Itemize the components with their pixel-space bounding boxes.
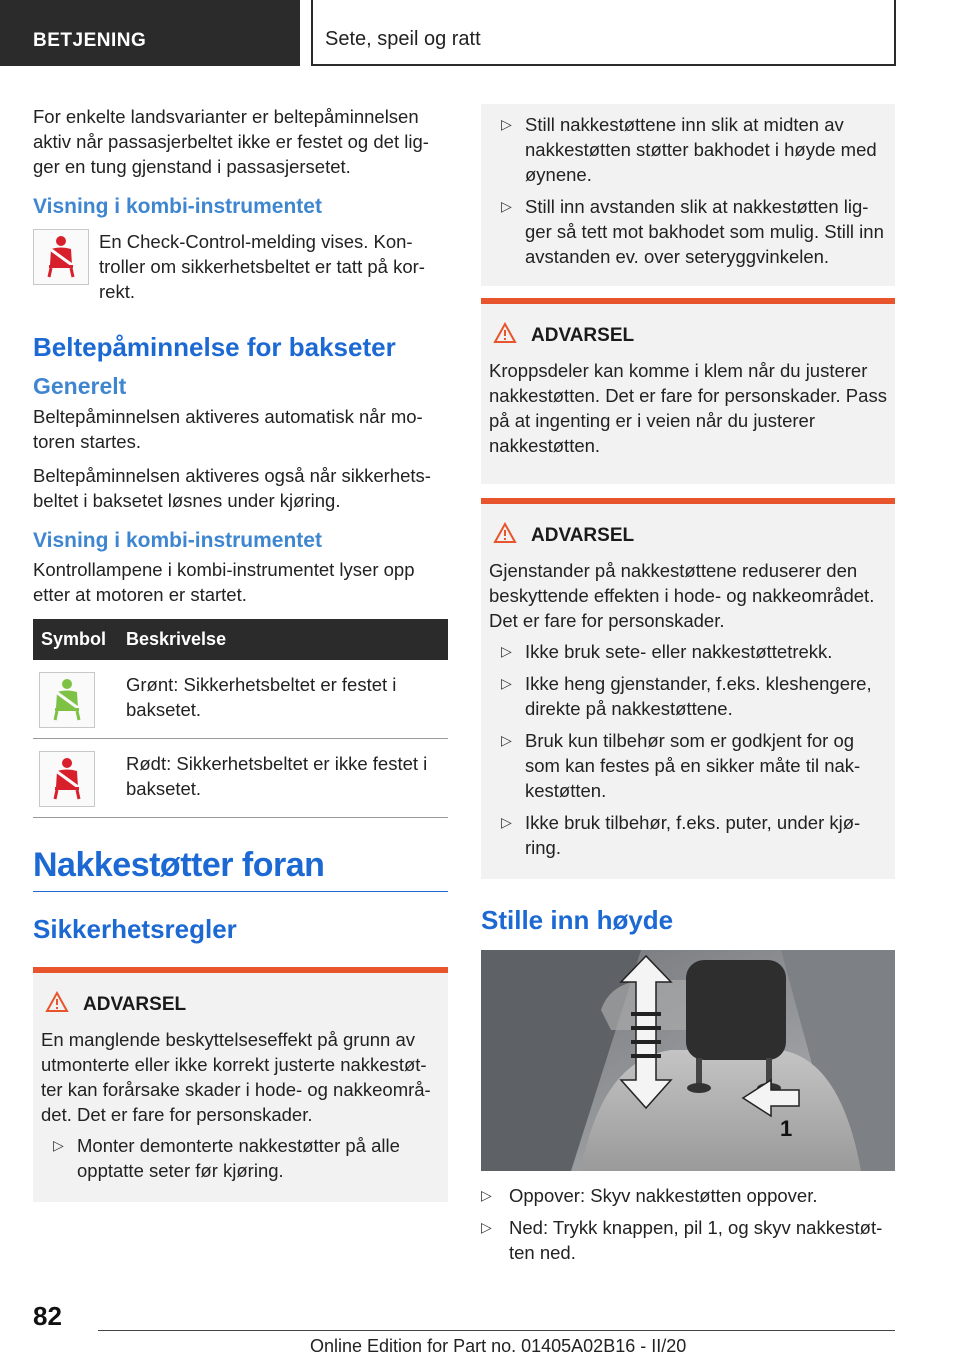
headrest-photo: [481, 950, 895, 1171]
list-item: ▷ Still nakkestøttene inn slik at midten av nakkestøtten støtter bakhodet i høyde med øynene.: [501, 114, 877, 185]
warning-triangle-icon: [493, 522, 517, 550]
table-row: [33, 739, 448, 818]
safety-heading: Sikkerhetsregler: [33, 914, 237, 944]
table-header-description: Beskrivelse: [118, 619, 448, 660]
list-item: ▷ Bruk kun tilbehør som er godkjent for og som kan festes på en sikker måte til nak-kestøtten.: [501, 730, 861, 801]
display-heading-2: Visning i kombi-instrumentet: [33, 529, 322, 552]
warning-title-3: ADVARSEL: [489, 522, 887, 550]
seatbelt-red-icon: [39, 751, 95, 807]
warning-box-2: [481, 298, 895, 484]
list-item: ▷ Ikke bruk tilbehør, f.eks. puter, under kjø-ring.: [501, 812, 861, 858]
table-cell-description: Rødt: Sikkerhetsbeltet er ikke festet i baksetet.: [118, 739, 448, 818]
page-number: 82: [33, 1301, 62, 1331]
warning-title-1: ADVARSEL: [41, 991, 440, 1019]
warning-bullets-3: [489, 639, 887, 860]
rear-reminder-heading: Beltepåminnelse for bakseter: [33, 332, 396, 362]
list-item: ▷ Monter demonterte nakkestøtter på alle opptatte seter før kjøring.: [53, 1135, 400, 1181]
warning-box-1: [33, 967, 448, 1202]
check-control-row: [33, 229, 448, 304]
intro-paragraph: For enkelte landsvarianter er beltepåminnelsen aktiv når passasjerbeltet ikke er festet og det lig-ger en tung gjenstand i passasjersetet.: [33, 106, 429, 177]
general-paragraph-2: Beltepåminnelsen aktiveres også når sikkerhets-beltet i baksetet løsnes under kjøring.: [33, 465, 431, 511]
footer-divider: [98, 1330, 895, 1331]
left-column: [33, 104, 448, 1202]
warning-title-2: ADVARSEL: [489, 322, 887, 350]
warning-text-2: Kroppsdeler kan komme i klem når du justerer nakkestøtten. Det er fare for personskader. Pass på at ingenting er i veien når du justerer nakkestøtten.: [489, 360, 887, 456]
warning-text-1: En manglende beskyttelseseffekt på grunn av utmonterte eller ikke korrekt justerte nakkestøt-ter kan forårsake skader i hode- og nakkeområ-det. Det er fare for personskader.: [41, 1029, 431, 1125]
warning-bullets-1: [41, 1133, 440, 1183]
list-item: ▷ Still inn avstanden slik at nakkestøtten lig-ger så tett mot bakhodet som mulig. Still inn avstanden ev. over seteryggvinkelen.: [501, 196, 884, 267]
display-text-2: Kontrollampene i kombi-instrumentet lyser opp etter at motoren er startet.: [33, 559, 415, 605]
arrow-label: 1: [780, 1116, 793, 1141]
table-header-symbol: Symbol: [33, 619, 118, 660]
list-item: ▷ Ned: Trykk knappen, pil 1, og skyv nakkestøt-ten ned.: [481, 1217, 883, 1263]
right-column: [481, 104, 895, 1272]
section-tab: BETJENING: [0, 0, 300, 66]
seatbelt-red-icon: [33, 229, 89, 285]
footer-edition: Online Edition for Part no. 01405A02B16 - II/20: [310, 1336, 687, 1356]
list-item: ▷ Ikke heng gjenstander, f.eks. kleshengere, direkte på nakkestøttene.: [501, 673, 872, 719]
adjust-bullets: [489, 112, 887, 269]
warning-box-3: [481, 498, 895, 879]
chapter-title: Sete, speil og ratt: [311, 0, 896, 66]
general-heading: Generelt: [33, 373, 127, 399]
headrest-heading: Nakkestøtter foran: [33, 846, 448, 892]
height-bullets: [481, 1183, 895, 1265]
general-paragraph-1: Beltepåminnelsen aktiveres automatisk når mo-toren startes.: [33, 406, 423, 452]
symbol-table: [33, 619, 448, 818]
height-heading: Stille inn høyde: [481, 905, 674, 935]
list-item: ▷ Ikke bruk sete- eller nakkestøttetrekk.: [501, 641, 833, 662]
warning-text-3: Gjenstander på nakkestøttene reduserer den beskyttende effekten i hode- og nakkeområdet. Det er fare for personskader.: [489, 560, 875, 631]
table-cell-description: Grønt: Sikkerhetsbeltet er festet i baksetet.: [118, 660, 448, 739]
warning-triangle-icon: [493, 322, 517, 350]
display-text-1: En Check-Control-melding vises. Kon-troller om sikkerhetsbeltet er tatt på kor-rekt.: [99, 231, 425, 302]
warning-triangle-icon: [45, 991, 69, 1019]
list-item: ▷ Oppover: Skyv nakkestøtten oppover.: [481, 1185, 818, 1206]
table-row: [33, 660, 448, 739]
seatbelt-green-icon: [39, 672, 95, 728]
display-heading-1: Visning i kombi-instrumentet: [33, 195, 322, 218]
adjust-instructions-box: [481, 104, 895, 286]
